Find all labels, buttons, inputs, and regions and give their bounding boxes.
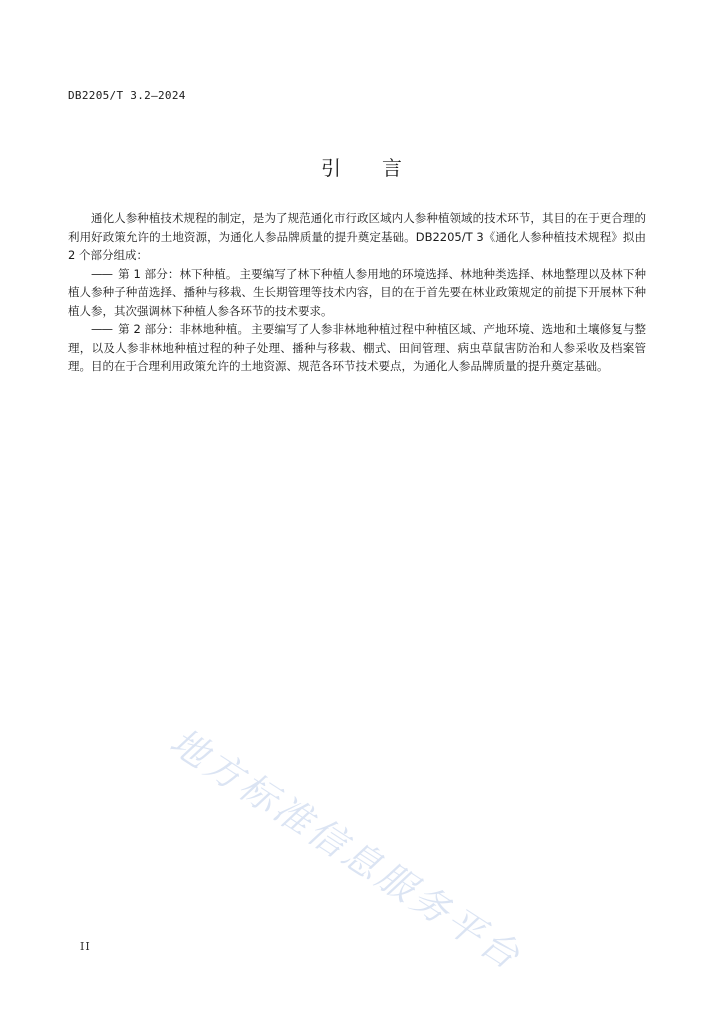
document-code: DB2205/T 3.2—2024: [68, 89, 186, 102]
title-char-1: 引: [321, 156, 342, 180]
page-number: II: [80, 940, 91, 953]
intro-paragraph: 通化人参种植技术规程的制定，是为了规范通化市行政区域内人参种植领域的技术环节，其目的在于更合理的利用好政策允许的土地资源，为通化人参品牌质量的提升奠定基础。DB2205/T 3《通化人参种植技术规程》拟由 2 个部分组成：: [68, 211, 646, 262]
watermark: 地方标准信息服务平台: [162, 719, 530, 980]
list-dash: ——: [91, 266, 112, 281]
page-title: [0, 152, 724, 181]
part-2-text: 主要编写了人参非林地种植过程中种植区域、产地环境、选地和土壤修复与整理，以及人参非林地种植过程的种子处理、播种与移栽、棚式、田间管理、病虫草鼠害防治和人参采收及档案管理。目的在于合理利用政策允许的土地资源、规范各环节技术要点，为通化人参品牌质量的提升奠定基础。: [68, 322, 646, 373]
title-char-2: 言: [382, 156, 403, 180]
part-1-text: 主要编写了林下种植人参用地的环境选择、林地种类选择、林地整理以及林下种植人参种子种苗选择、播种与移栽、生长期管理等技术内容，目的在于首先要在林业政策规定的前提下开展林下种植人参，其次强调林下种植人参各环节的技术要求。: [68, 266, 646, 318]
document-body: [68, 209, 646, 376]
list-dash: ——: [91, 322, 112, 336]
part-2-item: [68, 320, 646, 376]
part-1-label: 第 1 部分：林下种植。: [118, 266, 238, 281]
part-1-item: [68, 265, 646, 321]
part-2-label: 第 2 部分：非林地种植。: [118, 322, 250, 336]
